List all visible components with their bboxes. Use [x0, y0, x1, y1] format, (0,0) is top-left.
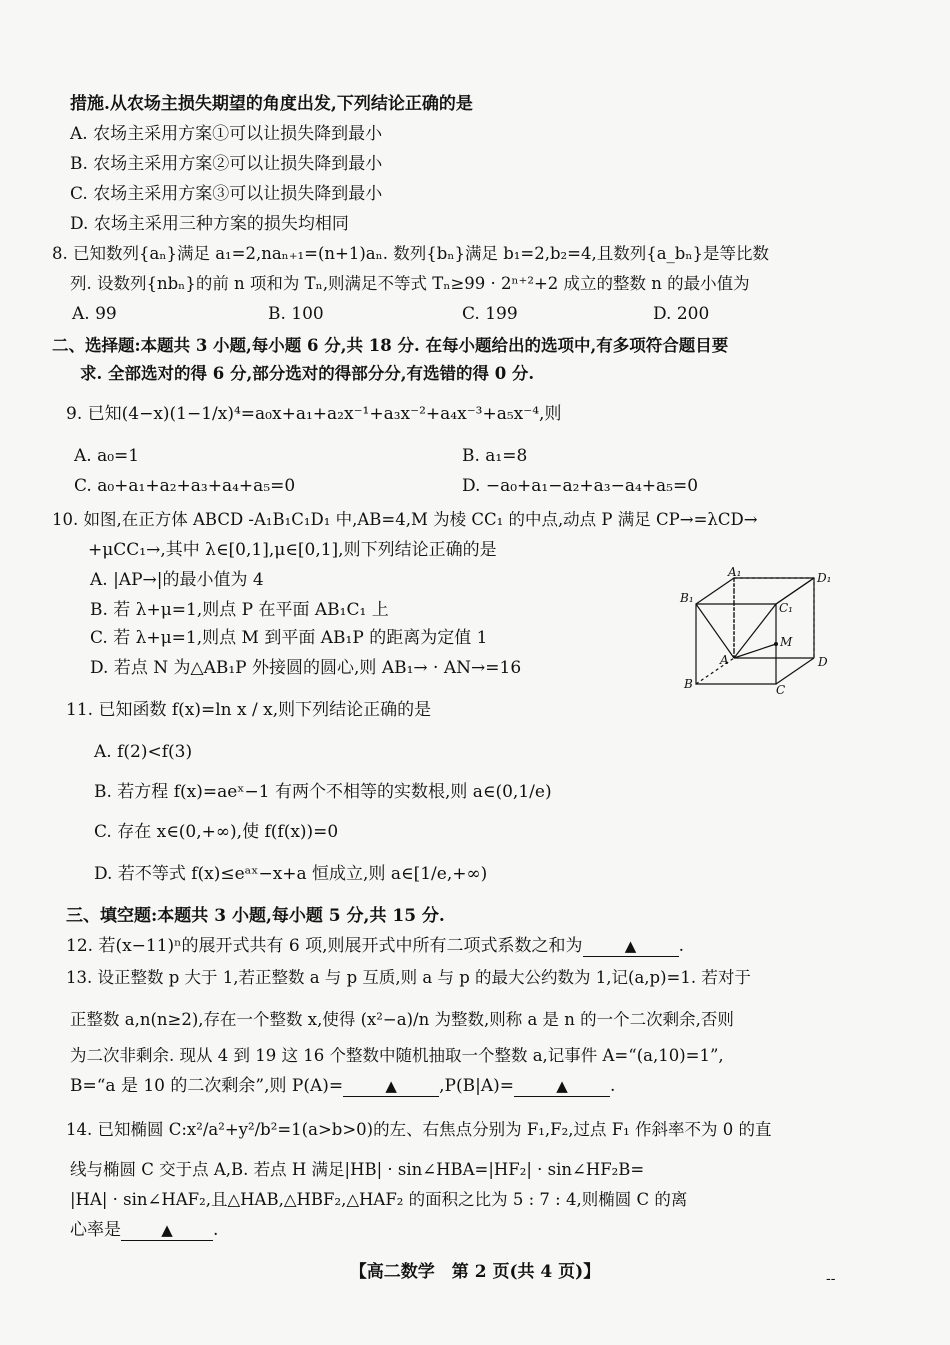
q13-stem-line3: 为二次非剩余. 现从 4 到 19 这 16 个整数中随机抽取一个整数 a,记事件 A=“(a,10)=1”, [70, 1046, 724, 1065]
q13-stem-line1: 13. 设正整数 p 大于 1,若正整数 a 与 p 互质,则 a 与 p 的最大公约数为 1,记(a,p)=1. 若对于 [66, 968, 751, 987]
q10-option-b: B. 若 λ+μ=1,则点 P 在平面 AB₁C₁ 上 [90, 600, 389, 620]
q13-text-pre: B=“a 是 10 的二次剩余”,则 P(A)= [70, 1076, 344, 1096]
q13-stem-line4: B=“a 是 10 的二次剩余”,则 P(A)= ▲ ,P(B|A)= ▲ . [70, 1076, 616, 1096]
q12-text: 12. 若(x−11)ⁿ的展开式共有 6 项,则展开式中所有二项式系数之和为 [66, 936, 583, 956]
point-m [774, 642, 778, 646]
answer-marker: ▲ [385, 1077, 397, 1095]
q11-stem: 11. 已知函数 f(x)=ln x / x,则下列结论正确的是 [66, 700, 432, 720]
label-a1: A₁ [728, 566, 742, 579]
label-c: C [776, 683, 786, 696]
label-c1: C₁ [779, 601, 793, 615]
q11-option-c: C. 存在 x∈(0,+∞),使 f(f(x))=0 [94, 822, 339, 842]
q14-stem-line4: 心率是 ▲ . [70, 1220, 219, 1240]
q9-option-d: D. −a₀+a₁−a₂+a₃−a₄+a₅=0 [462, 476, 699, 496]
q8-stem-line2: 列. 设数列{nbₙ}的前 n 项和为 Tₙ,则满足不等式 Tₙ≥99 · 2ⁿ⁺²+2 成立的整数 n 的最小值为 [70, 274, 750, 293]
q11-option-b: B. 若方程 f(x)=aeˣ−1 有两个不相等的实数根,则 a∈(0,1/e) [94, 782, 552, 802]
q7-option-c: C. 农场主采用方案③可以让损失降到最小 [70, 184, 383, 204]
section2-heading-line2: 求. 全部选对的得 6 分,部分选对的得部分分,有选错的得 0 分. [80, 364, 535, 383]
q9-option-a: A. a₀=1 [74, 446, 140, 466]
q10-stem-line1: 10. 如图,在正方体 ABCD -A₁B₁C₁D₁ 中,AB=4,M 为棱 CC₁ 的中点,动点 P 满足 CP→=λCD→ [52, 510, 758, 529]
answer-marker: ▲ [624, 937, 637, 955]
q14-answer-blank[interactable] [121, 1220, 213, 1241]
q14-text: 心率是 [70, 1220, 121, 1240]
q8-option-a: A. 99 [72, 304, 117, 324]
q10-option-d: D. 若点 N 为△AB₁P 外接圆的圆心,则 AB₁→ · AN→=16 [90, 658, 522, 678]
diag-a-b1 [696, 604, 734, 658]
cube-back-face-hidden [734, 578, 814, 658]
diag-a-m [734, 644, 776, 658]
q7-option-d: D. 农场主采用三种方案的损失均相同 [70, 214, 349, 234]
cube-front-face [696, 604, 776, 684]
q14-stem-line3: |HA| · sin∠HAF₂,且△HAB,△HBF₂,△HAF₂ 的面积之比为 5 : 7 : 4,则椭圆 C 的离 [70, 1190, 688, 1209]
q8-stem-line1: 8. 已知数列{aₙ}满足 a₁=2,naₙ₊₁=(n+1)aₙ. 数列{bₙ}满足 b₁=2,b₂=4,且数列{a_bₙ}是等比数 [52, 244, 769, 263]
q8-option-d: D. 200 [653, 304, 710, 324]
q9-option-c: C. a₀+a₁+a₂+a₃+a₄+a₅=0 [74, 476, 296, 496]
section2-heading-line1: 二、选择题:本题共 3 小题,每小题 6 分,共 18 分. 在每小题给出的选项中,有多项符合题目要 [52, 336, 729, 355]
label-a: A [720, 653, 729, 667]
answer-marker: ▲ [556, 1077, 568, 1095]
label-d: D [818, 655, 828, 669]
section3-heading: 三、填空题:本题共 3 小题,每小题 5 分,共 15 分. [66, 906, 445, 926]
label-b: B [684, 677, 693, 691]
q7-option-b: B. 农场主采用方案②可以让损失降到最小 [70, 154, 383, 174]
diag-a-c1 [734, 604, 776, 658]
q10-stem-line2: +μCC₁→,其中 λ∈[0,1],μ∈[0,1],则下列结论正确的是 [88, 540, 497, 560]
q13-answer-blank-1[interactable] [343, 1076, 439, 1097]
page-footer: 【高二数学 第 2 页(共 4 页)】 [349, 1262, 601, 1282]
label-d1: D₁ [817, 571, 832, 585]
q8-option-b: B. 100 [268, 304, 324, 324]
q12-answer-blank[interactable] [583, 936, 679, 957]
q11-option-d: D. 若不等式 f(x)≤eᵃˣ−x+a 恒成立,则 a∈[1/e,+∞) [94, 864, 488, 884]
label-m: M [780, 635, 793, 649]
q7-option-a: A. 农场主采用方案①可以让损失降到最小 [70, 124, 383, 144]
corner-mark: -- [826, 1271, 836, 1287]
q13-stem-line2: 正整数 a,n(n≥2),存在一个整数 x,使得 (x²−a)/n 为整数,则称 a 是 n 的一个二次剩余,否则 [70, 1010, 734, 1029]
q11-option-a: A. f(2)<f(3) [94, 742, 193, 762]
label-b1: B₁ [680, 591, 694, 605]
q9-option-b: B. a₁=8 [462, 446, 528, 466]
q14-stem-line1: 14. 已知椭圆 C:x²/a²+y²/b²=1(a>b>0)的左、右焦点分别为 F₁,F₂,过点 F₁ 作斜率不为 0 的直 [66, 1120, 772, 1139]
cube-figure [676, 566, 846, 696]
q7-stem-tail: 措施.从农场主损失期望的角度出发,下列结论正确的是 [70, 94, 473, 114]
q9-stem: 9. 已知(4−x)(1−1/x)⁴=a₀x+a₁+a₂x⁻¹+a₃x⁻²+a₄x⁻³+a₅x⁻⁴,则 [66, 404, 562, 424]
q10-option-c: C. 若 λ+μ=1,则点 M 到平面 AB₁P 的距离为定值 1 [90, 628, 488, 648]
q14-stem-line2: 线与椭圆 C 交于点 A,B. 若点 H 满足|HB| · sin∠HBA=|HF₂| · sin∠HF₂B= [70, 1160, 645, 1179]
answer-marker: ▲ [161, 1221, 173, 1239]
q12-stem: 12. 若(x−11)ⁿ的展开式共有 6 项,则展开式中所有二项式系数之和为 ▲ . [66, 936, 684, 956]
q10-option-a: A. |AP→|的最小值为 4 [90, 570, 264, 590]
q13-answer-blank-2[interactable] [514, 1076, 610, 1097]
q8-option-c: C. 199 [462, 304, 518, 324]
q13-text-mid: ,P(B|A)= [439, 1076, 514, 1096]
